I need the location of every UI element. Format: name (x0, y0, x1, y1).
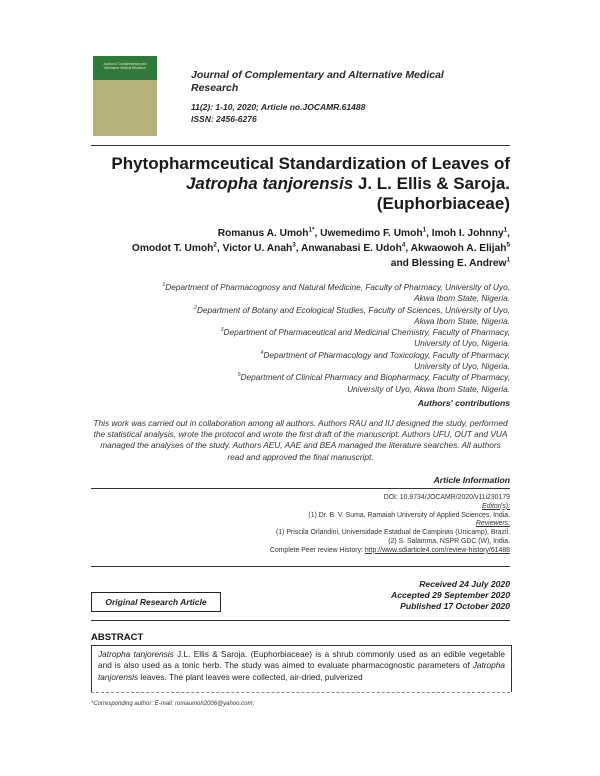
journal-name: Journal of Complementary and Alternative Medical Research (191, 69, 444, 94)
article-info (91, 494, 510, 556)
author-name: Romanus A. Umoh (217, 228, 309, 239)
title-line-2 (91, 174, 510, 194)
date-accepted: Accepted 29 September 2020 (391, 590, 510, 601)
article-info-heading: Article Information (433, 475, 510, 485)
affiliation-line: Department of Pharmacology and Toxicology, Faculty of Pharmacy, (263, 349, 510, 360)
author-joiner: and (390, 258, 409, 269)
abstract-text: Jatropha tanjorensis J.L. Ellis & Saroja. (Euphorbiaceae) is a shrub commonly used as an edible vegetable and is also used as a tonic herb. The study was aimed to evaluate pharmacognostic parameters of Jatropha tanjorensis leaves. The plant leaves were collected, air-dried, pulverized (98, 649, 505, 682)
author-name: Omodot T. Umoh (131, 243, 214, 254)
review-history-link[interactable]: http://www.sdiarticle4.com/review-history/61488 (364, 546, 510, 554)
author-name: Uwemedimo F. Umoh (320, 228, 423, 239)
title-rest: J. L. Ellis & Saroja. (353, 174, 510, 193)
doi: DOI: 10.9734/JOCAMR/2020/v11i230179 (383, 494, 510, 501)
article-info-rule (91, 488, 510, 489)
title-species: Jatropha tanjorensis (185, 174, 354, 193)
paper-title (91, 154, 510, 214)
contributions-text: This work was carried out in collaboration among all authors. Authors RAU and IIJ designed the study, performed the statistical analysis, wrote the protocol and wrote the first draft of the manuscript. Authors UFU, OUT and VUA managed the analyses of the study. Authors AEU, AAE and BEA managed the literature searches. All authors read and approved the final manuscript. (93, 418, 508, 462)
affiliation-line: Akwa Ibom State, Nigeria. (414, 293, 510, 304)
affiliations: $^1$Department of Pharmacognosy and Natural Medicine, Faculty of Pharmacy, University of Uyo, Akwa Ibom State, Nigeria. $^2$Department of Botany and Ecological Studies, Faculty of Sciences, University of Uyo, Akwa Ibom State, Nigeria. $^3$Department of Pharmaceutical and Medicinal Chemistry, Faculty of Pharmacy, University of Uyo, Nigeria. $^4$Department of Pharmacology and Toxicology, Faculty of Pharmacy, University of Uyo, Nigeria. $^5$Department of Clinical Pharmacy and Biopharmacy, Faculty of Pharmacy, University of Uyo, Akwa Ibom State, Nigeria. (91, 282, 510, 395)
cover-body (93, 80, 157, 136)
abstract-top-rule (91, 620, 510, 621)
affiliation-line: Department of Clinical Pharmacy and Biopharmacy, Faculty of Pharmacy, (240, 372, 510, 383)
affiliation-line: University of Uyo, Akwa Ibom State, Nigeria. (347, 383, 510, 394)
contributions-heading: Authors' contributions (417, 398, 510, 408)
header-rule (91, 145, 510, 146)
journal-issn: ISSN: 2456-6276 (191, 114, 257, 124)
abstract-box (91, 645, 512, 692)
date-received: Received 24 July 2020 (419, 579, 510, 589)
title-line-1: Phytopharmceutical Standardization of Leaves of (111, 154, 510, 173)
author-name: Imoh I. Johnny (431, 228, 504, 239)
affiliation-line: University of Uyo, Nigeria. (414, 361, 510, 372)
author-list: Romanus A. Umoh$^{1*}$, Uwemedimo F. Umoh$^1$, Imoh I. Johnny$^1$, Omodot T. Umoh$^2$, Victor U. Anah$^3$, Anwanabasi E. Udoh$^4$, Akwaowoh A. Elijah$^5$ and Blessing E. Andrew$^1$ (131, 226, 510, 269)
corresponding-author-footnote: *Corresponding author: E-mail: romaumoh2006@yahoo.com; (91, 701, 255, 707)
affiliation-line: Department of Pharmacognosy and Natural Medicine, Faculty of Pharmacy, University of Uyo, (165, 282, 510, 292)
editor-entry: (1) Dr. B. V. Suma, Ramaiah University of Applied Sciences, India. (308, 511, 510, 519)
affiliation-line: Akwa Ibom State, Nigeria. (414, 315, 510, 326)
title-line-3: (Euphorbiaceae) (376, 194, 510, 213)
article-type-badge: Original Research Article (91, 592, 221, 612)
affiliation-line: Department of Pharmaceutical and Medicinal Chemistry, Faculty of Pharmacy, (223, 327, 510, 338)
reviewer-entry: (2) S. Salamma, NSPR GDC (W), India. (388, 537, 510, 545)
abstract-heading: ABSTRACT (91, 632, 144, 643)
footnote-separator (91, 692, 510, 693)
author-name: Akwaowoh A. Elijah (410, 243, 507, 254)
affiliation-line: University of Uyo, Nigeria. (414, 338, 510, 349)
review-history-label: Complete Peer review History: (269, 546, 365, 554)
cover-title: Journal of Complementary and Alternative Medical Research (103, 62, 147, 70)
journal-cover-thumbnail (93, 56, 157, 136)
reviewers-label: Reviewers: (475, 520, 510, 528)
info-bottom-rule (91, 566, 510, 567)
author-name: Victor U. Anah (222, 243, 293, 254)
reviewer-entry: (1) Priscila Orlandini, Universidade Estadual de Campinas (Unicamp), Brazil. (276, 529, 510, 537)
affiliation-line: Department of Botany and Ecological Studies, Faculty of Sciences, University of Uyo, (196, 304, 510, 315)
journal-citation: 11(2): 1-10, 2020; Article no.JOCAMR.61488 (191, 102, 366, 112)
editors-label: Editor(s): (482, 502, 510, 510)
author-name: Anwanabasi E. Udoh (301, 243, 402, 254)
author-name: Blessing E. Andrew (411, 258, 507, 269)
date-published: Published 17 October 2020 (400, 601, 510, 612)
